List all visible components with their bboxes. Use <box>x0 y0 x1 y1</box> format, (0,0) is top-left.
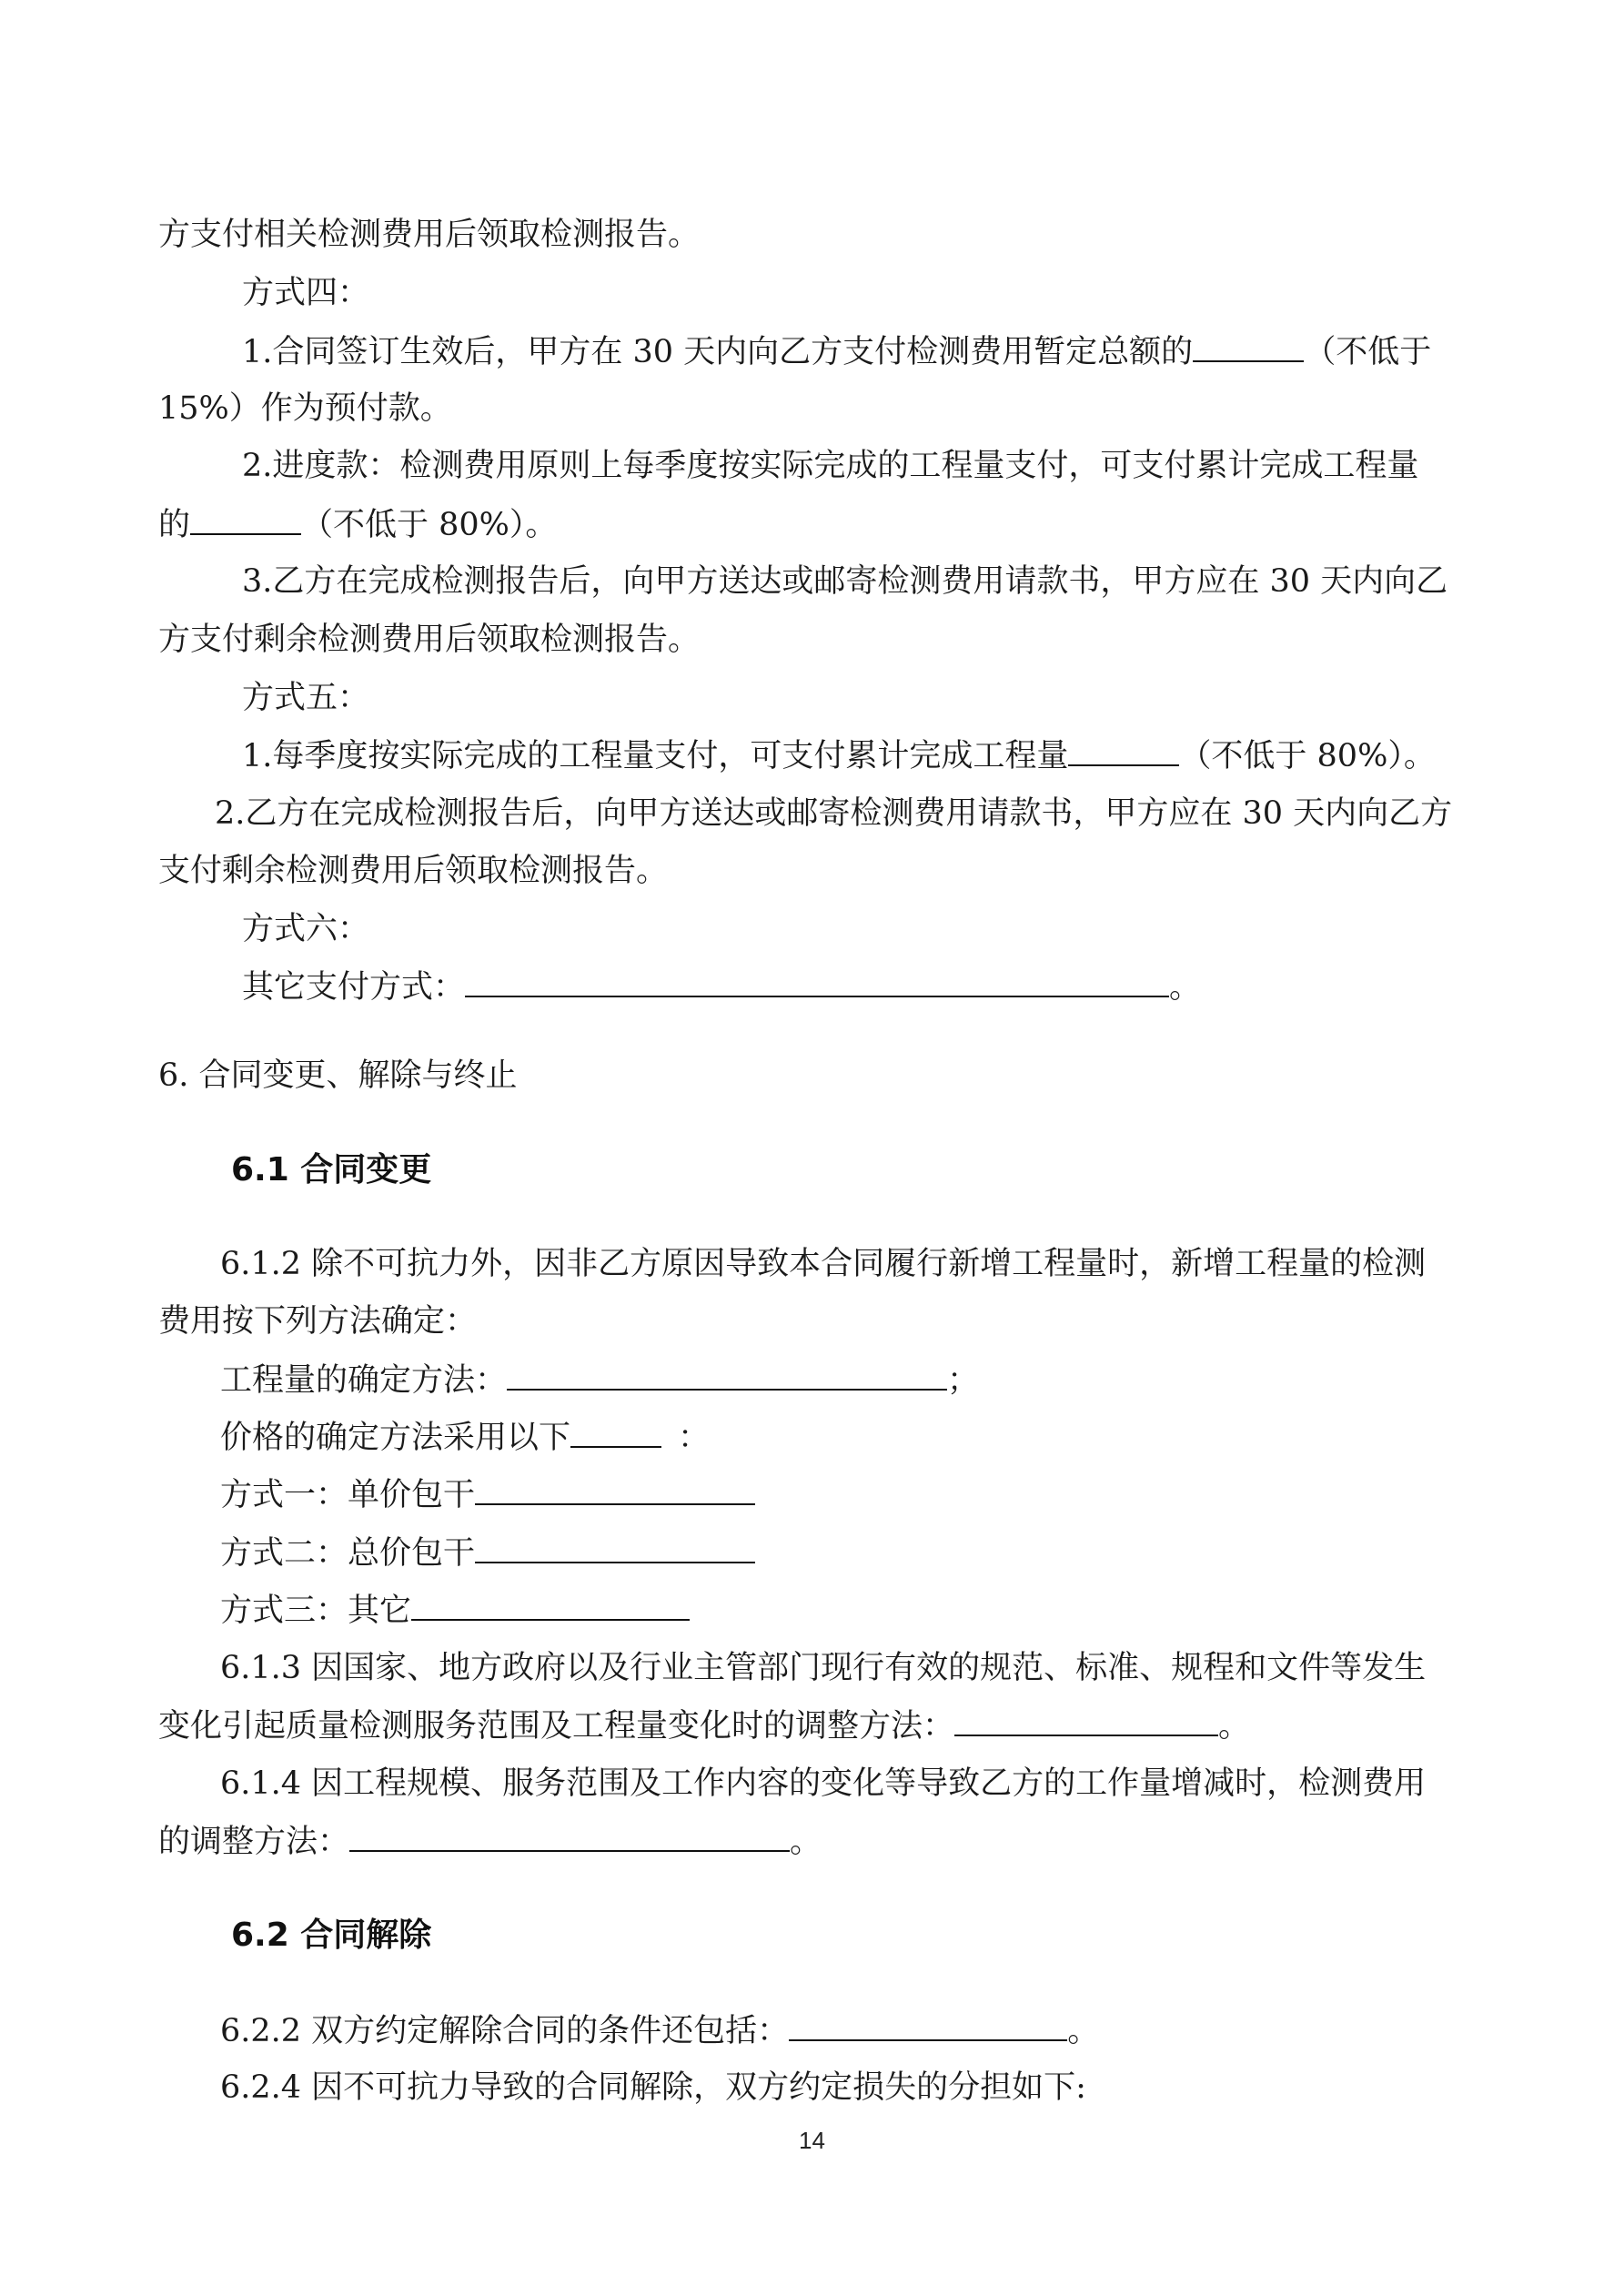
fill-in-blank <box>1193 329 1304 362</box>
text-line <box>242 733 1436 778</box>
text-segment: （不低于 80%）。 <box>301 507 558 543</box>
fill-in-blank <box>954 1704 1218 1736</box>
fill-in-blank <box>465 965 1169 997</box>
fill-in-blank <box>1068 733 1179 766</box>
text-segment: 的调整方法： <box>158 1824 350 1860</box>
text-line: 2.进度款：检测费用原则上每季度按实际完成的工程量支付，可支付累计完成工程量 <box>242 448 1419 484</box>
fill-in-blank <box>570 1415 661 1448</box>
text-segment: 变化引起质量检测服务范围及工程量变化时的调整方法： <box>158 1708 955 1745</box>
text-segment: 的 <box>158 507 191 543</box>
text-segment: 方式三：其它 <box>220 1593 412 1629</box>
fill-in-blank <box>475 1531 755 1563</box>
fill-in-blank <box>507 1358 947 1391</box>
text-line: 6.1.3 因国家、地方政府以及行业主管部门现行有效的规范、标准、规程和文件等发生 <box>220 1650 1427 1686</box>
text-segment: （不低于 <box>1304 334 1432 370</box>
text-line <box>242 329 1431 374</box>
text-line <box>220 1531 755 1575</box>
text-line: 方式四： <box>242 275 370 311</box>
text-line: 6.1.4 因工程规模、服务范围及工作内容的变化等导致乙方的工作量增减时，检测费用 <box>220 1765 1427 1802</box>
text-segment: 其它支付方式： <box>242 969 466 1006</box>
text-segment: ： <box>678 1420 711 1456</box>
text-segment: ； <box>947 1362 980 1399</box>
text-line <box>242 965 1201 1009</box>
text-segment: 价格的确定方法采用以下 <box>220 1420 571 1456</box>
text-line <box>220 1588 690 1633</box>
text-line: 方支付相关检测费用后领取检测报告。 <box>158 217 701 253</box>
fill-in-blank <box>475 1472 755 1505</box>
text-segment: 方式一：单价包干 <box>220 1477 476 1513</box>
text-segment: 。 <box>1067 2013 1100 2049</box>
text-line <box>220 2008 1099 2053</box>
text-segment: 。 <box>790 1824 822 1860</box>
text-line: 15%）作为预付款。 <box>158 390 452 427</box>
text-segment: 6.2.2 双方约定解除合同的条件还包括： <box>220 2013 790 2049</box>
text-segment: 工程量的确定方法： <box>220 1362 508 1399</box>
text-segment: 。 <box>1218 1708 1251 1745</box>
text-line <box>220 1472 755 1517</box>
text-line: 方式六： <box>242 911 370 947</box>
fill-in-blank <box>349 1819 790 1852</box>
text-line: 方支付剩余检测费用后领取检测报告。 <box>158 622 701 658</box>
subsection-heading: 6.2 合同解除 <box>231 1917 432 1954</box>
text-line: 6.2.4 因不可抗力导致的合同解除，双方约定损失的分担如下: <box>220 2069 1086 2106</box>
text-line: 2.乙方在完成检测报告后，向甲方送达或邮寄检测费用请款书，甲方应在 30 天内向乙方 <box>215 795 1453 832</box>
fill-in-blank <box>789 2008 1067 2041</box>
fill-in-blank <box>190 502 301 535</box>
text-segment: 方式二：总价包干 <box>220 1535 476 1572</box>
subsection-heading: 6.1 合同变更 <box>231 1151 432 1188</box>
fill-in-blank <box>411 1588 690 1621</box>
text-segment: 1.每季度按实际完成的工程量支付，可支付累计完成工程量 <box>242 738 1069 774</box>
text-line: 6.1.2 除不可抗力外，因非乙方原因导致本合同履行新增工程量时，新增工程量的检测 <box>220 1246 1427 1282</box>
section-heading: 6. 合同变更、解除与终止 <box>158 1057 518 1094</box>
text-line: 支付剩余检测费用后领取检测报告。 <box>158 853 669 889</box>
text-segment: 。 <box>1169 969 1202 1006</box>
text-line <box>220 1358 979 1402</box>
text-line <box>220 1415 710 1460</box>
text-line: 费用按下列方法确定： <box>158 1303 478 1340</box>
text-line <box>158 1819 822 1864</box>
page-number: 14 <box>799 2127 825 2154</box>
text-segment: （不低于 80%）。 <box>1179 738 1436 774</box>
text-line <box>158 1704 1250 1748</box>
text-segment: 1.合同签订生效后，甲方在 30 天内向乙方支付检测费用暂定总额的 <box>242 334 1194 370</box>
text-line <box>158 502 557 547</box>
text-line: 方式五： <box>242 680 370 716</box>
text-line: 3.乙方在完成检测报告后，向甲方送达或邮寄检测费用请款书，甲方应在 30 天内向乙 <box>242 563 1448 600</box>
